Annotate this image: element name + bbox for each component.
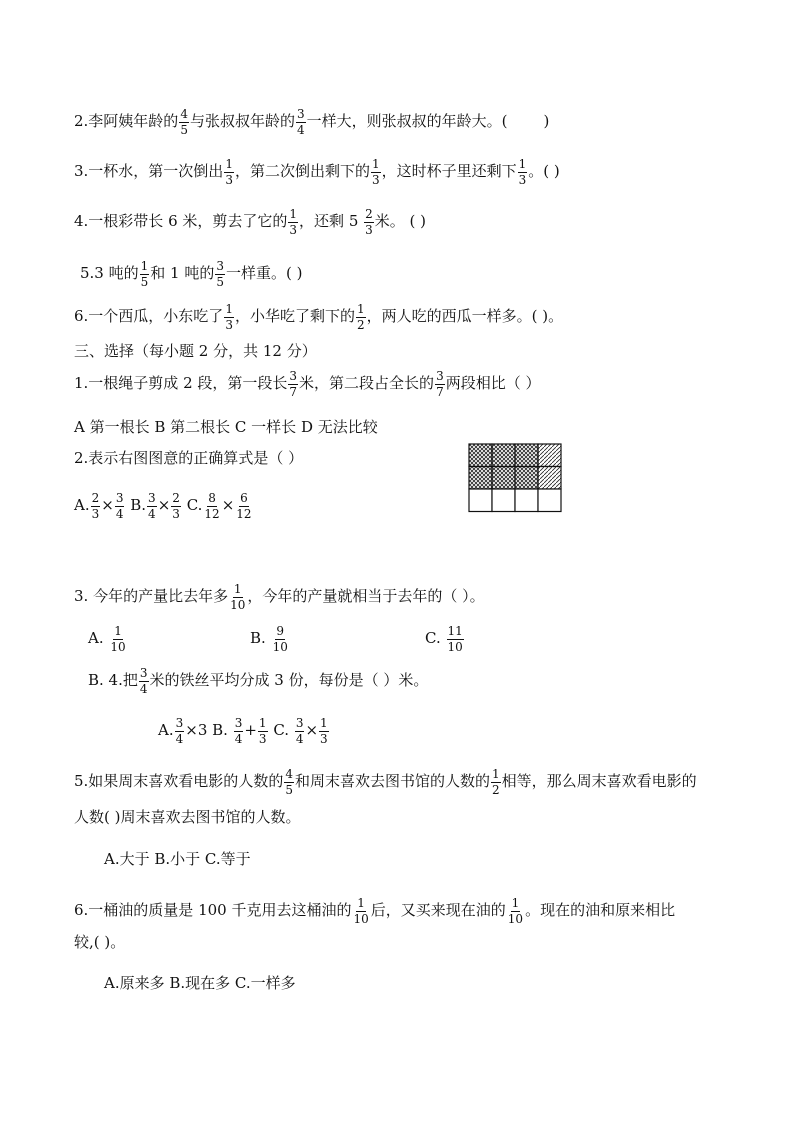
fraction-grid-figure [468,443,562,513]
fraction: $\frac{3}{4}$ [296,107,305,137]
choice-question-5-line2: 人数( )周末喜欢去图书馆的人数。 [74,808,301,826]
fraction: $\frac{3}{4}$ [148,491,156,521]
fraction: $\frac{6}{12}$ [236,491,252,521]
judge-question-4: 4.一根彩带长 6 米，剪去了它的 $\frac{1}{3}$ ，还剩 5 $\frac{2}{3}$ 米。 ( ) [74,207,427,237]
choice-question-6-line2: 较,( )。 [74,933,126,951]
choice-question-3: 3. 今年的产量比去年多 $\frac{1}{10}$ ，今年的产量就相当于去年的（ ）。 [74,582,485,612]
empty-cell [492,489,515,512]
choice-question-2-options: A. $\frac{2}{3}$ × $\frac{3}{4}$ B. $\frac{3}{4}$ × $\frac{2}{3}$ C. $\frac{8}{12}$ × $\frac{6}{12}$ [74,491,252,521]
fraction: $\frac{2}{3}$ [172,491,180,521]
fraction: $\frac{4}{5}$ [285,767,293,797]
shaded-cell [515,444,538,467]
fraction: $\frac{3}{7}$ [436,369,444,399]
fraction: $\frac{1}{3}$ [225,157,233,187]
judge-question-6: 6.一个西瓜，小东吃了 $\frac{1}{3}$ ，小华吃了剩下的 $\frac{1}{2}$ ，两人吃的西瓜一样多。( )。 [74,302,564,332]
fraction: $\frac{3}{4}$ [175,716,184,746]
choice-question-3-option-a: A. $\frac{1}{10}$ [88,624,126,654]
shaded-cell [538,467,561,490]
choice-question-2: 2.表示右图图意的正确算式是（ ） [74,449,304,467]
fraction: $\frac{8}{12}$ [204,491,220,521]
fraction: $\frac{1}{2}$ [491,767,500,797]
empty-cell [538,489,561,512]
choice-question-1-options: A 第一根长 B 第二根长 C 一样长 D 无法比较 [74,418,378,436]
fraction: $\frac{1}{10}$ [353,896,369,926]
choice-question-6-options: A.原来多 B.现在多 C.一样多 [104,974,296,992]
fraction: $\frac{3}{7}$ [289,369,298,399]
fraction: $\frac{2}{3}$ [365,207,373,237]
choice-question-5-options: A.大于 B.小于 C.等于 [104,850,251,868]
fraction: $\frac{3}{4}$ [115,491,124,521]
choice-question-5: 5.如果周末喜欢看电影的人数的 $\frac{4}{5}$ 和周末喜欢去图书馆的人数的 $\frac{1}{2}$ 相等，那么周末喜欢看电影的 [74,767,697,797]
fraction: $\frac{3}{5}$ [216,259,224,289]
fraction: $\frac{3}{4}$ [139,666,148,696]
judge-question-2: 2.李阿姨年龄的 $\frac{4}{5}$ 与张叔叔年龄的 $\frac{3}{4}$ 一样大，则张叔叔的年龄大。( ) [74,107,550,137]
shaded-cell [515,467,538,490]
fraction: $\frac{3}{4}$ [234,716,243,746]
fraction: $\frac{1}{3}$ [320,716,328,746]
fraction: $\frac{1}{3}$ [225,302,233,332]
fraction: $\frac{1}{3}$ [258,716,267,746]
fraction: $\frac{1}{2}$ [356,302,365,332]
shaded-cell [538,444,561,467]
choice-question-3-option-c: C. $\frac{11}{10}$ [425,624,463,654]
choice-question-1: 1.一根绳子剪成 2 段，第一段长 $\frac{3}{7}$ 米，第二段占全长的 $\frac{3}{7}$ 两段相比（ ） [74,369,541,399]
empty-cell [515,489,538,512]
empty-cell [469,489,492,512]
section-title: 三、选择（每小题 2 分，共 12 分） [74,342,317,360]
fraction: $\frac{1}{3}$ [518,157,527,187]
judge-question-3: 3.一杯水，第一次倒出 $\frac{1}{3}$ ，第二次倒出剩下的 $\frac{1}{3}$ ，这时杯子里还剩下 $\frac{1}{3}$ 。( ) [74,157,560,187]
fraction: $\frac{4}{5}$ [180,107,188,137]
judge-question-5: 5.3 吨的 $\frac{1}{5}$ 和 1 吨的 $\frac{3}{5}$ 一样重。( ) [80,259,303,289]
choice-question-4: B. 4.把 $\frac{3}{4}$ 米的铁丝平均分成 3 份，每份是（ ）米。 [88,666,429,696]
choice-question-4-options: A. $\frac{3}{4}$ ×3 B. $\frac{3}{4}$ + $\frac{1}{3}$ C. $\frac{3}{4}$ × $\frac{1}{3}$ [158,716,328,746]
choice-question-6: 6.一桶油的质量是 100 千克用去这桶油的 $\frac{1}{10}$ 后，又买来现在油的 $\frac{1}{10}$ 。现在的油和原来相比 [74,896,676,926]
fraction: $\frac{1}{10}$ [110,624,126,654]
fraction: $\frac{1}{5}$ [140,259,149,289]
fraction: $\frac{1}{3}$ [371,157,380,187]
shaded-cell [492,444,515,467]
shaded-cell [492,467,515,490]
fraction: $\frac{3}{4}$ [295,716,304,746]
fraction: $\frac{2}{3}$ [91,491,100,521]
fraction: $\frac{11}{10}$ [447,624,463,654]
fraction: $\frac{1}{10}$ [230,582,246,612]
fraction: $\frac{9}{10}$ [272,624,288,654]
fraction: $\frac{1}{10}$ [507,896,524,926]
fraction: $\frac{1}{3}$ [289,207,298,237]
shaded-cell [469,444,492,467]
choice-question-3-option-b: B. $\frac{9}{10}$ [250,624,288,654]
shaded-cell [469,467,492,490]
